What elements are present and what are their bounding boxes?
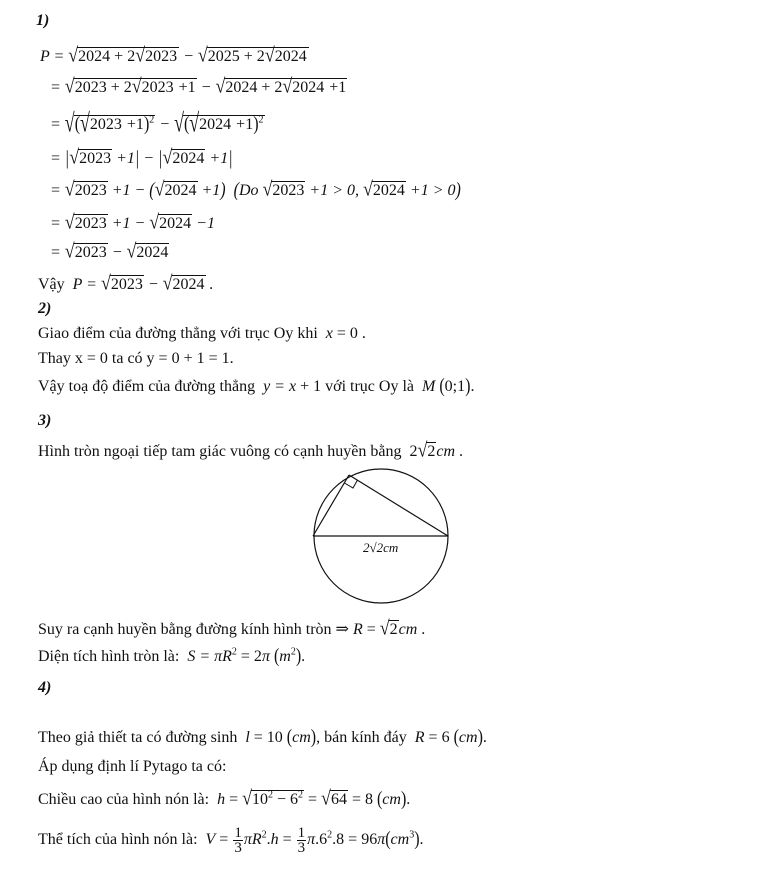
conclusion-1: Vậy P = √2023 − √2024 . [38,271,214,295]
part2-text-3b: với trục Oy là [325,378,414,395]
eq-p-line-1: P = √2024 + 2√2023 − √2025 + 2√2024 [40,43,307,67]
part3-line-2: Suy ra cạnh huyền bằng đường kính hình tròn ⇒ R = √2cm . [38,616,426,640]
eq-p-line-7: = √2023 − √2024 [50,239,169,263]
part2-line-1: Giao điểm của đường thẳng với trục Oy khi x = 0 . [38,325,366,342]
triangle-leg-1 [313,475,349,536]
part4-line-2: Áp dụng định lí Pytago ta có: [38,758,227,775]
part3-line-3: Diện tích hình tròn là: $S = \pi R^2 = 2\pi$ $(m^2)$. [38,645,306,667]
vay-word: Vậy [38,276,65,293]
part4-line-1: Theo giả thiết ta có đường sinh l = 10 (cm), bán kính đáy R = 6 (cm). [38,726,487,748]
eq-p-line-3: = $√(√2023 +1)^2 - √(√2024 +1)^2$ [50,108,264,138]
do-word: Do [238,182,259,199]
part4-text-1b: , bán kính đáy [316,729,407,746]
part2-line-2: Thay x = 0 ta có y = 0 + 1 = 1. [38,350,234,367]
triangle-leg-2 [349,475,448,536]
part3-text-3: Diện tích hình tròn là: [38,648,180,665]
hypotenuse-label: 2√2cm [363,540,399,555]
section-4-heading: 4) [38,679,52,696]
eq-p-line-5: = √2023 +1 − (√2024 +1) (Do √2023 +1 > 0, √2024 +1 > 0) [50,177,461,201]
eq-p-line-2: = √2023 + 2√2023 +1 − √2024 + 2√2024 +1 [50,74,347,98]
part4-line-3: Chiều cao của hình nón là: $h = √10^2 - 6^2 = √64 = 8$ (cm). [38,786,411,810]
eq-p-line-4: = |√2023 +1| − |√2024 +1| [50,145,233,169]
section-2-heading: 2) [38,300,52,317]
part4-text-1a: Theo giả thiết ta có đường sinh [38,729,238,746]
part4-text-3: Chiều cao của hình nón là: [38,791,210,808]
part4-line-4: Thể tích của hình nón là: V = $\frac{1}{3}$ $\pi R^2.h$ = $\frac{1}{3}$ $\pi.6^2.8 = 96\pi(cm^3)$. [38,824,424,856]
part3-text-1: Hình tròn ngoại tiếp tam giác vuông có cạnh huyền bằng [38,443,402,460]
eq-p-line-6: = √2023 +1 − √2024 −1 [50,210,215,234]
part2-text-3a: Vậy toạ độ điểm của đường thẳng [38,378,256,395]
part2-line-3: Vậy toạ độ điểm của đường thẳng y = x + 1 với trục Oy là M (0;1). [38,375,475,397]
section-1-heading: 1) [36,12,50,29]
circle-triangle-figure [305,466,457,616]
right-angle-mark [345,480,358,488]
part3-line-1: Hình tròn ngoại tiếp tam giác vuông có cạnh huyền bằng 2√2cm . [38,438,464,462]
part2-text-1: Giao điểm của đường thẳng với trục Oy khi [38,325,318,342]
part3-text-2: Suy ra cạnh huyền bằng đường kính hình tròn [38,621,332,638]
part4-text-4: Thể tích của hình nón là: [38,831,198,848]
section-3-heading: 3) [38,412,52,429]
